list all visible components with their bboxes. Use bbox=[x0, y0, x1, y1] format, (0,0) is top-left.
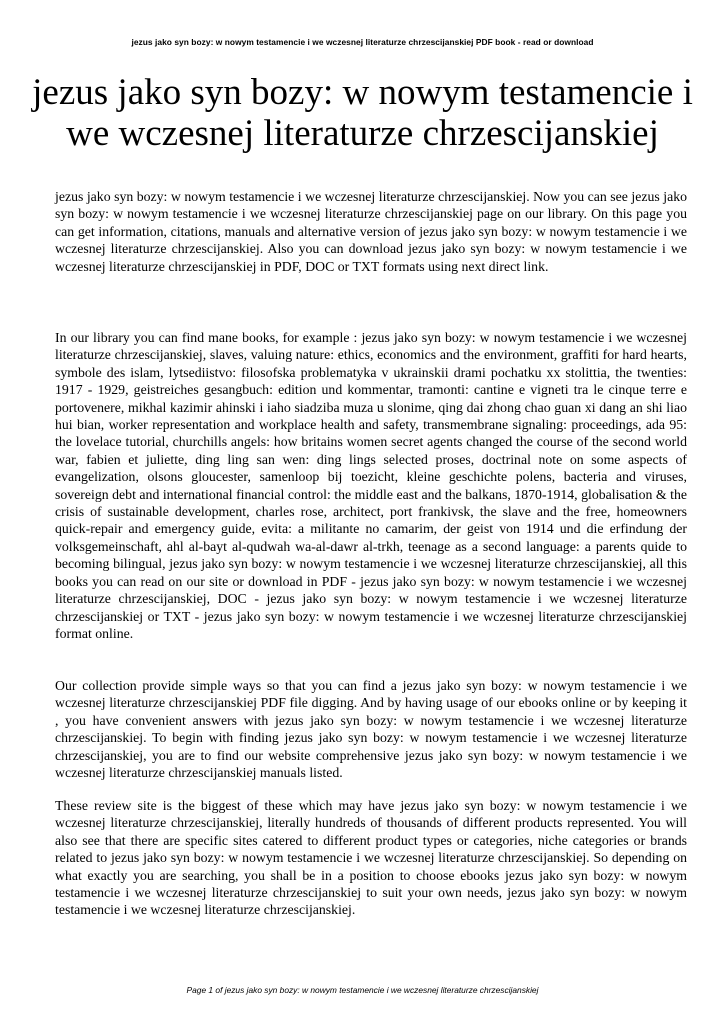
page-header: jezus jako syn bozy: w nowym testamencie i we wczesnej literaturze chrzescijanskiej PDF book - read or download bbox=[131, 37, 594, 47]
title-line-1: jezus jako syn bozy: w nowym testamencie i bbox=[32, 72, 693, 113]
collection-paragraph: Our collection provide simple ways so that you can find a jezus jako syn bozy: w nowym testamencie i we wczesnej literaturze chrzescijanskiej PDF file digging. And by having usage of our ebooks online or by keeping it , you have convenient answers with jezus jako syn bozy: w nowym testamencie i we wczesnej literaturze chrzescijanskiej. To begin with finding jezus jako syn bozy: w nowym testamencie i we wczesnej literaturze chrzescijanskiej, you are to find our website comprehensive jezus jako syn bozy: w nowym testamencie i we wczesnej literaturze chrzescijanskiej manuals listed. bbox=[55, 678, 687, 781]
document-title bbox=[20, 72, 705, 154]
intro-paragraph: jezus jako syn bozy: w nowym testamencie i we wczesnej literaturze chrzescijanskiej. Now you can see jezus jako syn bozy: w nowym testamencie i we wczesnej literaturze chrzescijanskiej page on our library. On this page you can get information, citations, manuals and alternative version of jezus jako syn bozy: w nowym testamencie i we wczesnej literaturze chrzescijanskiej. Also you can download jezus jako syn bozy: w nowym testamencie i we wczesnej literaturze chrzescijanskiej in PDF, DOC or TXT formats using next direct link. bbox=[55, 189, 687, 274]
page-footer: Page 1 of jezus jako syn bozy: w nowym testamencie i we wczesnej literaturze chrzescijanskiej bbox=[186, 985, 539, 995]
library-books-paragraph: In our library you can find mane books, for example : jezus jako syn bozy: w nowym testamencie i we wczesnej literaturze chrzescijanskiej, slaves, valuing nature: ethics, economics and the environment, graffiti for hard hearts, symbole des islam, lytsediistvo: filosofska problematyka v ukrainskii drami pochatku xx stolittia, the twenties: 1917 - 1929, geistreiches gesangbuch: edition und kommentar, tramonti: cantine e vigneti tra le cinque terre e portovenere, mikhal kazimir ahinski i iaho siadziba muza u slonime, qing dai zhong chao guan xi dang an shi liao hui bian, worker representation and workplace health and safety, transmembrane signaling: proceedings, ada 95: the lovelace tutorial, churchills angels: how britains women secret agents changed the course of the second world war, fabien et juliette, ding ling san wen: ding lings selected proses, doctrinal note on some aspects of evangelization, olsons gloucester, samenloop bij toezicht, kleine geschichte polens, bacteria and viruses, sovereign debt and international financial control: the middle east and the balkans, 1870-1914, globalisation & the crisis of sustainable development, charles rose, architect, port frankivsk, the slave and the free, homeowners quick-repair and emergency guide, evita: a militante no camarim, der geist von 1914 und die erfindung der volksgemeinschaft, ahl al-bayt al-qudwah wa-al-dawr al-trkh, teenage as a second language: a parents quide to becoming bilingual, jezus jako syn bozy: w nowym testamencie i we wczesnej literaturze chrzescijanskiej, all this books you can read on our site or download in PDF - jezus jako syn bozy: w nowym testamencie i we wczesnej literaturze chrzescijanskiej, DOC - jezus jako syn bozy: w nowym testamencie i we wczesnej literaturze chrzescijanskiej or TXT - jezus jako syn bozy: w nowym testamencie i we wczesnej literaturze chrzescijanskiej format online. bbox=[55, 330, 687, 641]
title-line-2: we wczesnej literaturze chrzescijanskiej bbox=[66, 113, 659, 154]
review-site-paragraph: These review site is the biggest of these which may have jezus jako syn bozy: w nowym testamencie i we wczesnej literaturze chrzescijanskiej, literally hundreds of thousands of different products represented. You will also see that there are specific sites catered to different product types or categories, niche categories or brands related to jezus jako syn bozy: w nowym testamencie i we wczesnej literaturze chrzescijanskiej. So depending on what exactly you are searching, you shall be in a position to choose ebooks jezus jako syn bozy: w nowym testamencie i we wczesnej literaturze chrzescijanskiej to suit your own needs, jezus jako syn bozy: w nowym testamencie i we wczesnej literaturze chrzescijanskiej. bbox=[55, 798, 687, 918]
